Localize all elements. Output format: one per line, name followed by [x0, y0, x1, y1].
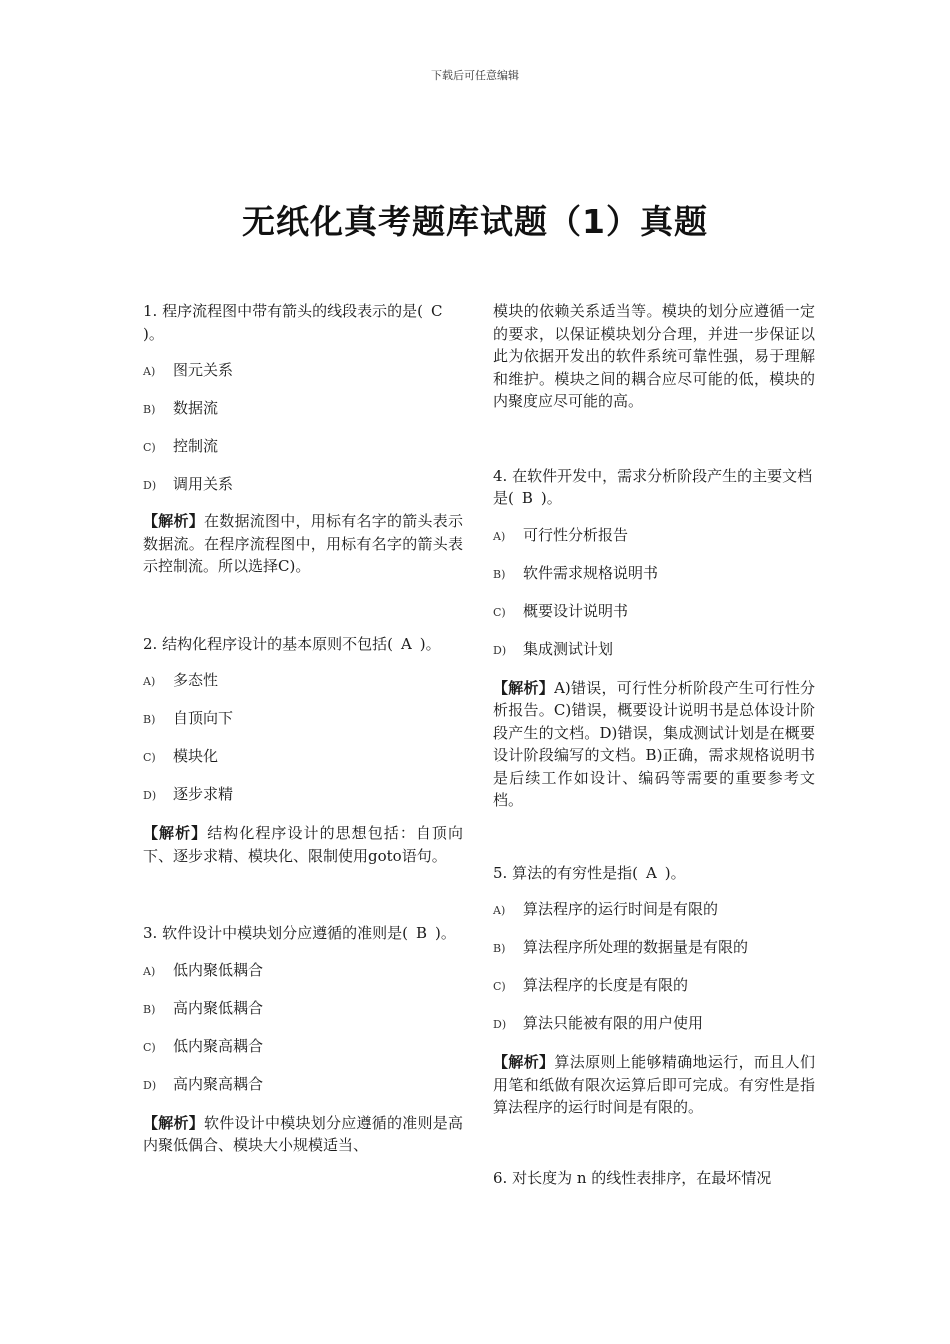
option-a: A) 图元关系 — [143, 361, 234, 379]
question-4 — [493, 465, 815, 668]
question-stem: 3. 软件设计中模块划分应遵循的准则是( B )。 — [143, 922, 463, 945]
question-stem: 6. 对长度为 n 的线性表排序，在最坏情况 — [493, 1168, 772, 1187]
document-title: 无纸化真考题库试题（1）真题 — [242, 202, 708, 241]
analysis: 【解析】在数据流图中，用标有名字的箭头表示数据流。在程序流程图中，用标有名字的箭头表示控制流。所以选择C)。 — [143, 512, 463, 575]
option-d: D) 逐步求精 — [143, 785, 234, 803]
analysis: 【解析】结构化程序设计的思想包括：自顶向下、逐步求精、模块化、限制使用goto语句。 — [143, 824, 463, 865]
analysis-continued: 模块的依赖关系适当等。模块的划分应遵循一定的要求，以保证模块划分合理，并进一步保证以此为依据开发出的软件系统可靠性强，易于理解和维护。模块之间的耦合应尽可能的低，模块的内聚度应尽可能的高。 — [493, 302, 815, 410]
answer: B — [521, 489, 533, 507]
question-stem: 1. 程序流程图中带有箭头的线段表示的是( C)。 — [143, 302, 443, 343]
option-d: D) 算法只能被有限的用户使用 — [493, 1014, 704, 1032]
analysis: 【解析】A)错误，可行性分析阶段产生可行性分析报告。C)错误，概要设计说明书是总体设计阶段产生的文档。D)错误，集成测试计划是在概要设计阶段编写的文档。B)正确，需求规格说明书是后续工作如设计、编码等需要的重要参考文档。 — [493, 678, 815, 809]
option-c: C) 概要设计说明书 — [493, 601, 629, 620]
option-d: D) 高内聚高耦合 — [143, 1074, 264, 1093]
analysis: 【解析】软件设计中模块划分应遵循的准则是高内聚低偶合、模块大小规模适当、 — [143, 1113, 463, 1154]
option-a: A) 低内聚低耦合 — [143, 960, 264, 979]
question-6 — [493, 1167, 815, 1190]
question-1 — [143, 300, 463, 493]
question-5 — [493, 862, 815, 1043]
option-c: C) 算法程序的长度是有限的 — [493, 976, 689, 994]
question-2 — [143, 633, 463, 814]
option-b: B) 高内聚低耦合 — [143, 998, 264, 1017]
option-d: D) 调用关系 — [143, 475, 234, 493]
option-c: C) 模块化 — [143, 747, 219, 765]
question-3 — [143, 922, 463, 1103]
question-stem: 2. 结构化程序设计的基本原则不包括( A )。 — [143, 633, 463, 656]
option-a: A) 多态性 — [143, 671, 219, 689]
answer: A — [400, 634, 412, 653]
question-stem: 5. 算法的有穷性是指( A )。 — [493, 862, 815, 885]
option-b: B) 算法程序所处理的数据量是有限的 — [493, 938, 749, 956]
option-c: C) 控制流 — [143, 437, 219, 455]
analysis: 【解析】算法原则上能够精确地运行，而且人们用笔和纸做有限次运算后即可完成。有穷性是指算法程序的运行时间是有限的。 — [493, 1053, 815, 1116]
option-b: B) 数据流 — [143, 399, 219, 417]
answer: A — [645, 863, 657, 882]
question-stem: 4. 在软件开发中，需求分析阶段产生的主要文档是( B )。 — [493, 465, 815, 510]
option-a: A) 算法程序的运行时间是有限的 — [493, 900, 719, 918]
option-a: A) 可行性分析报告 — [493, 525, 629, 544]
answer: C — [430, 302, 443, 320]
option-b: B) 自顶向下 — [143, 709, 234, 727]
header-note: 下载后可任意编辑 — [431, 69, 519, 82]
option-b: B) 软件需求规格说明书 — [493, 563, 659, 582]
option-d: D) 集成测试计划 — [493, 639, 614, 658]
answer: B — [415, 924, 427, 942]
right-column — [493, 300, 815, 1189]
left-column — [143, 300, 463, 1172]
option-c: C) 低内聚高耦合 — [143, 1036, 264, 1055]
